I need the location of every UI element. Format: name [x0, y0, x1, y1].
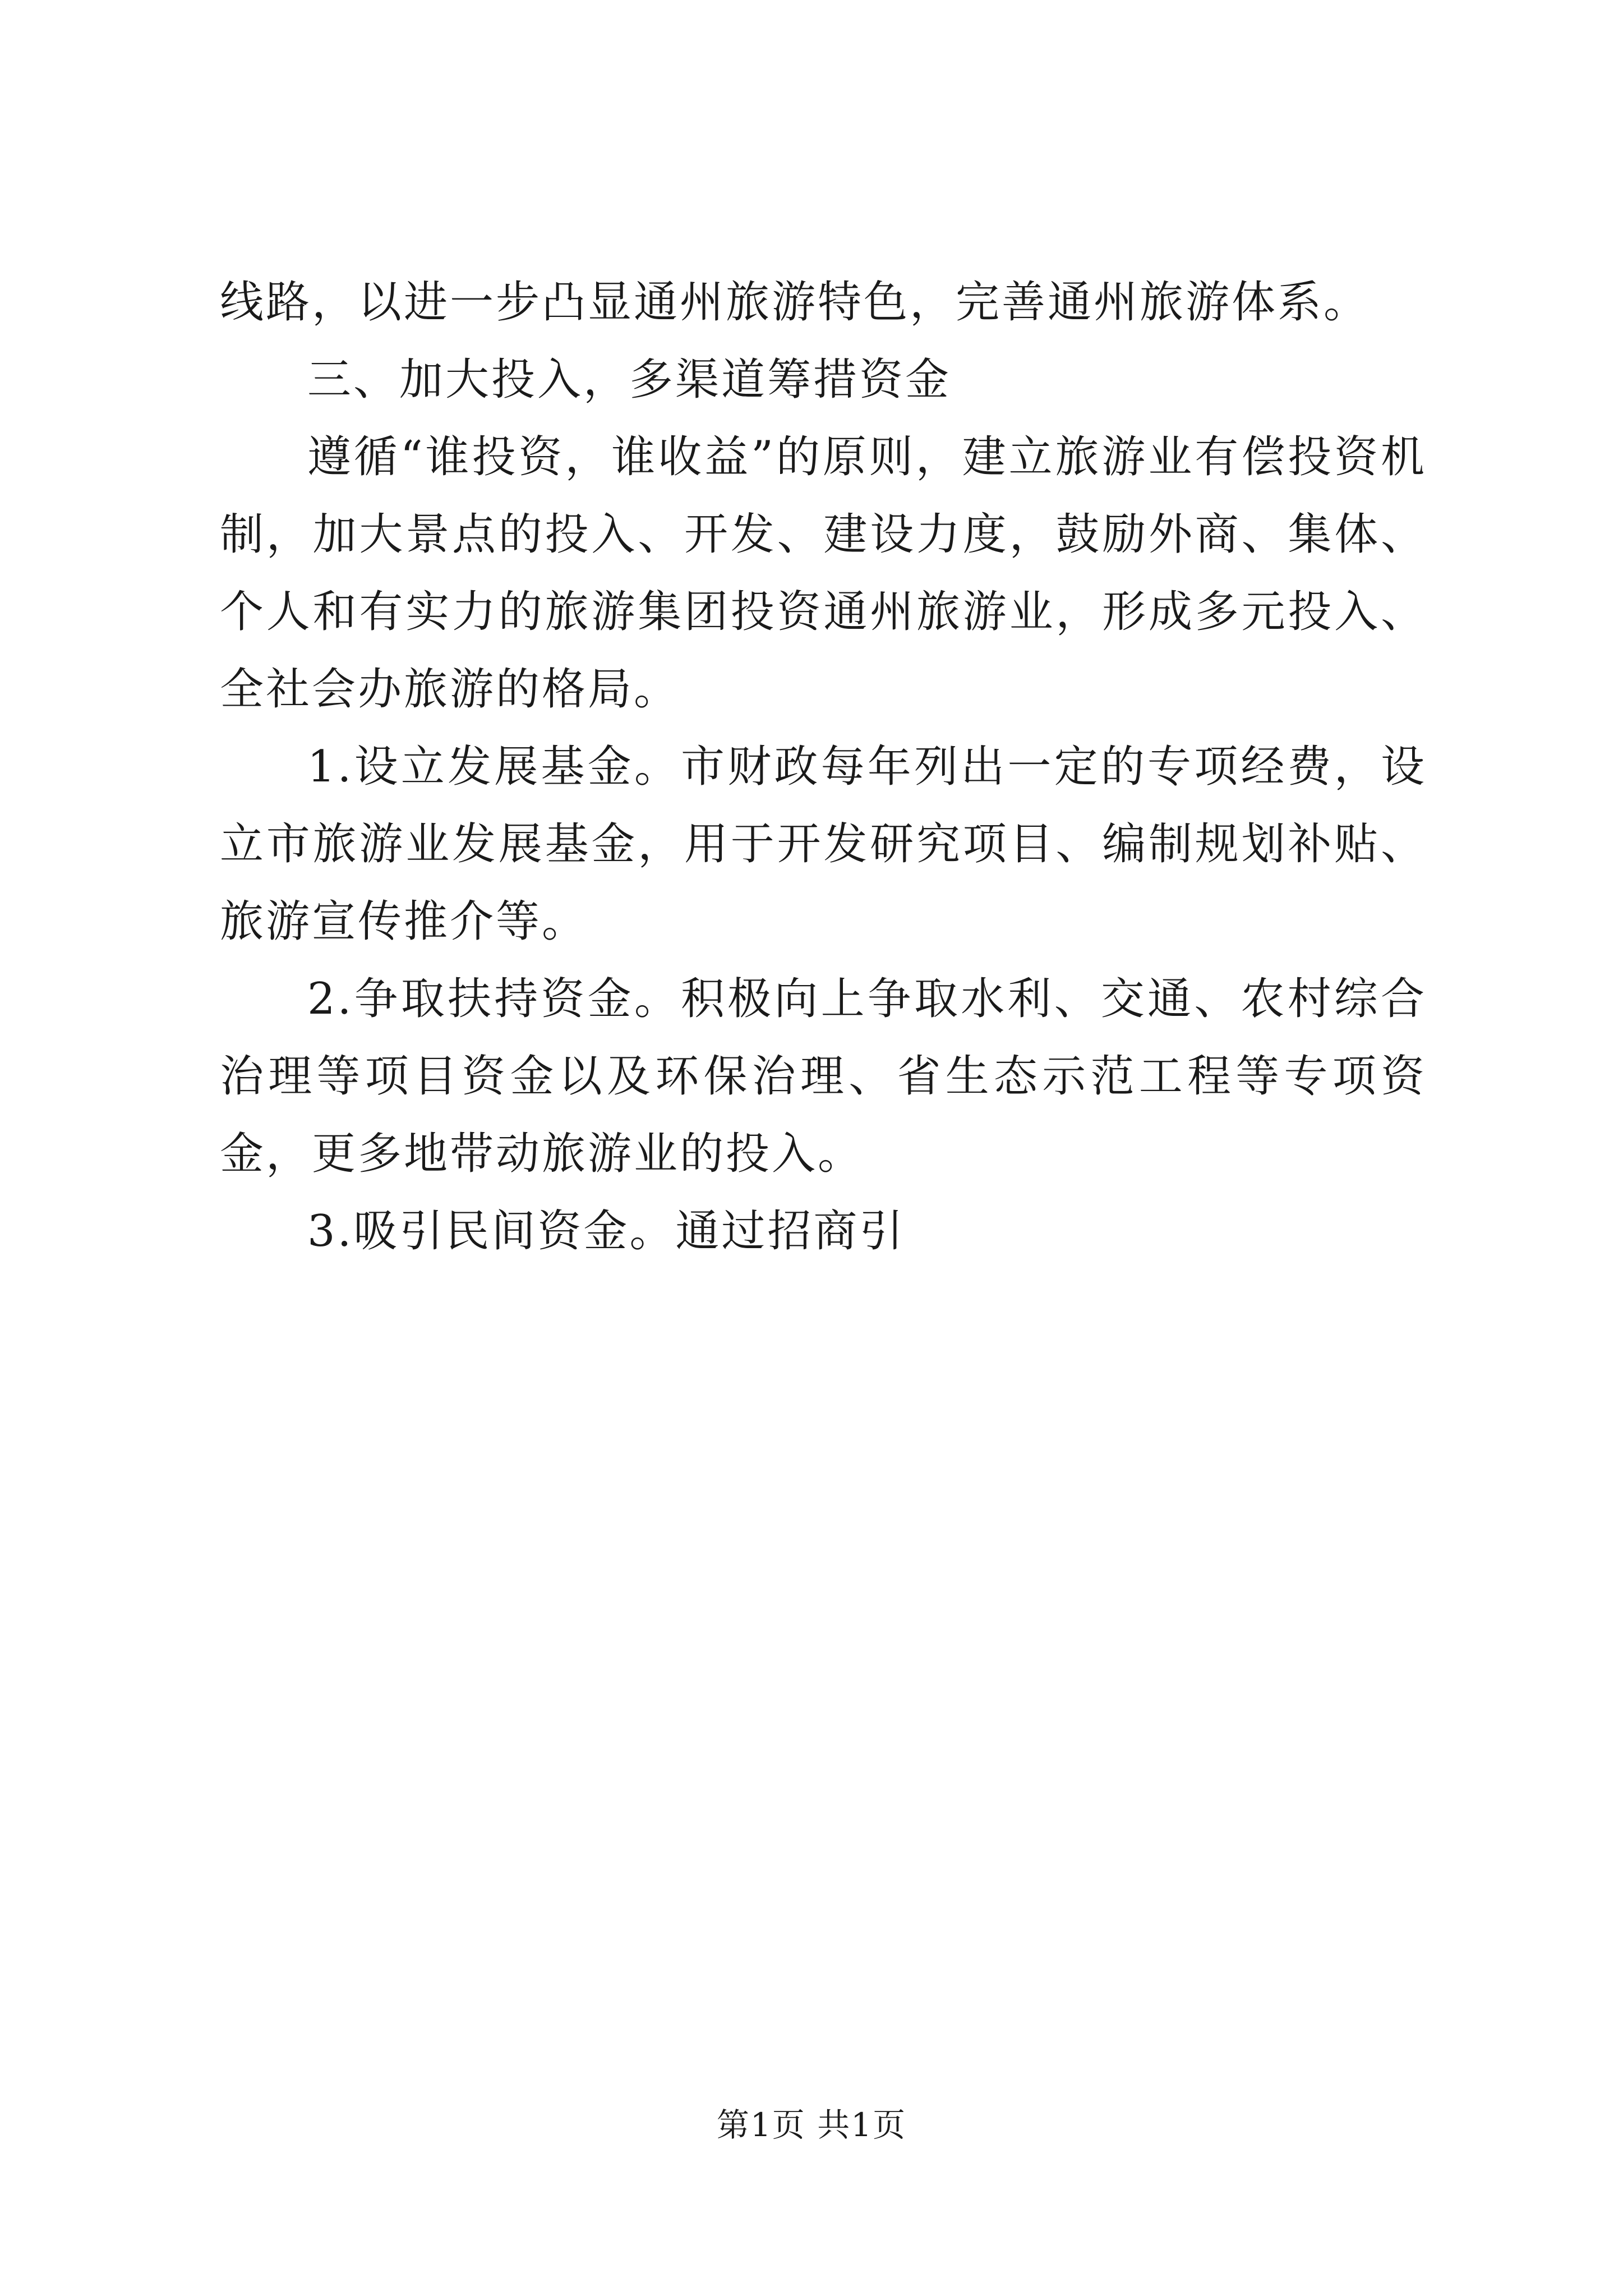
document-body — [220, 264, 1427, 1270]
list-item-support-funds: 2.争取扶持资金。积极向上争取水利、交通、农村综合治理等项目资金以及环保治理、省生态示范工程等专项资金，更多地带动旅游业的投入。 — [220, 974, 1427, 1179]
paragraph-continuation: 线路，以进一步凸显通州旅游特色，完善通州旅游体系。 — [220, 277, 1370, 328]
section-heading: 三、加大投入，多渠道筹措资金 — [307, 355, 952, 405]
paragraph-principle: 遵循“谁投资，谁收益”的原则，建立旅游业有偿投资机制，加大景点的投入、开发、建设力度，鼓励外商、集体、个人和有实力的旅游集团投资通州旅游业，形成多元投入、全社会办旅游的格局。 — [220, 432, 1427, 715]
list-item-development-fund: 1.设立发展基金。市财政每年列出一定的专项经费，设立市旅游业发展基金，用于开发研究项目、编制规划补贴、旅游宣传推介等。 — [220, 742, 1427, 947]
page-number-footer: 第1页 共1页 — [716, 2106, 907, 2144]
list-item-private-funds: 3.吸引民间资金。通过招商引 — [307, 1206, 906, 1257]
